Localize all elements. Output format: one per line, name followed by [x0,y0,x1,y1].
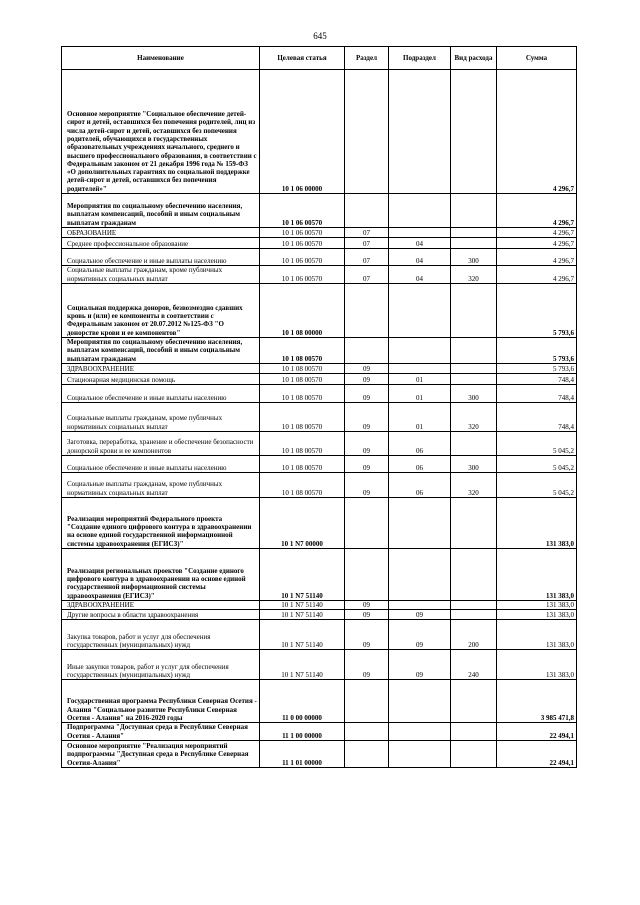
target-article: 10 1 08 00570 [260,403,345,432]
amount: 131 383,0 [497,549,577,601]
target-article: 10 1 08 00570 [260,385,345,403]
row-name: Закупка товаров, работ и услуг для обеспечения государственных (муниципальных) нужд [62,620,260,650]
expense-type [451,498,497,549]
expense-type: 300 [451,249,497,266]
target-article: 10 1 N7 00000 [260,498,345,549]
subsection-code: 04 [389,266,451,284]
target-article: 10 1 06 00570 [260,249,345,266]
expense-type: 200 [451,620,497,650]
amount: 22 494,1 [497,723,577,741]
section-code: 09 [345,620,389,650]
section-code [345,549,389,601]
amount: 5 045,2 [497,432,577,456]
row-name: Мероприятия по социальному обеспечению населения, выплатам компенсаций, пособий и иным социальным выплатам гражданам [62,338,260,364]
amount: 131 383,0 [497,650,577,680]
amount: 4 296,7 [497,266,577,284]
subsection-code: 01 [389,385,451,403]
subsection-code [389,284,451,338]
amount: 748,4 [497,403,577,432]
target-article: 10 1 06 00570 [260,266,345,284]
amount: 131 383,0 [497,610,577,620]
target-article: 10 1 06 00570 [260,228,345,238]
expense-type [451,70,497,194]
section-code [345,70,389,194]
expense-type [451,364,497,374]
subsection-code [389,680,451,723]
subsection-code: 06 [389,473,451,498]
row-name: ЗДРАВООХРАНЕНИЕ [62,364,260,374]
table-row [62,680,577,723]
target-article: 10 1 N7 51140 [260,620,345,650]
target-article: 10 1 N7 51140 [260,601,345,610]
table-row [62,374,577,385]
section-code: 09 [345,473,389,498]
target-article: 10 1 08 00570 [260,338,345,364]
section-code: 09 [345,456,389,473]
amount: 4 296,7 [497,228,577,238]
section-code: 09 [345,364,389,374]
budget-table [61,46,577,768]
target-article: 10 1 N7 51140 [260,549,345,601]
table-row [62,249,577,266]
subsection-code [389,338,451,364]
col-header-subsection: Подраздел [389,47,451,70]
expense-type [451,284,497,338]
section-code: 09 [345,432,389,456]
amount: 4 296,7 [497,70,577,194]
section-code [345,284,389,338]
expense-type [451,610,497,620]
amount: 5 793,6 [497,284,577,338]
subsection-code: 04 [389,238,451,249]
table-row [62,70,577,194]
subsection-code [389,498,451,549]
subsection-code [389,194,451,228]
col-header-target: Целевая статья [260,47,345,70]
row-name: Реализация региональных проектов "Создание единого цифрового контура в здравоохранении на основе единой государственной информационной системы здравоохранения (ЕГИСЗ)" [62,549,260,601]
amount: 131 383,0 [497,620,577,650]
subsection-code [389,723,451,741]
target-article: 10 1 06 00570 [260,194,345,228]
table-row [62,403,577,432]
table-row [62,620,577,650]
table-row [62,338,577,364]
subsection-code [389,601,451,610]
amount: 22 494,1 [497,740,577,767]
table-row [62,601,577,610]
expense-type [451,723,497,741]
row-name: ЗДРАВООХРАНЕНИЕ [62,601,260,610]
subsection-code [389,364,451,374]
subsection-code: 09 [389,650,451,680]
table-row [62,723,577,741]
subsection-code [389,228,451,238]
table-header-row [62,47,577,70]
expense-type: 300 [451,456,497,473]
expense-type: 320 [451,473,497,498]
table-row [62,650,577,680]
col-header-amount: Сумма [497,47,577,70]
row-name: Социальное обеспечение и иные выплаты населению [62,249,260,266]
target-article: 10 1 08 00570 [260,432,345,456]
section-code [345,498,389,549]
section-code [345,338,389,364]
amount: 5 793,6 [497,338,577,364]
row-name: Другие вопросы в области здравоохранения [62,610,260,620]
expense-type [451,338,497,364]
table-row [62,432,577,456]
target-article: 10 1 08 00000 [260,284,345,338]
table-row [62,549,577,601]
section-code [345,723,389,741]
amount: 4 296,7 [497,194,577,228]
subsection-code: 06 [389,456,451,473]
amount: 748,4 [497,385,577,403]
subsection-code: 06 [389,432,451,456]
section-code [345,680,389,723]
subsection-code: 01 [389,403,451,432]
amount: 748,4 [497,374,577,385]
target-article: 11 1 01 00000 [260,740,345,767]
section-code [345,740,389,767]
subsection-code [389,740,451,767]
table-row [62,266,577,284]
amount: 4 296,7 [497,249,577,266]
expense-type: 320 [451,266,497,284]
subsection-code: 04 [389,249,451,266]
subsection-code: 09 [389,620,451,650]
table-row [62,284,577,338]
row-name: Социальное обеспечение и иные выплаты населению [62,456,260,473]
table-row [62,228,577,238]
row-name: Заготовка, переработка, хранение и обеспечение безопасности донорской крови и ее компонентов [62,432,260,456]
table-row [62,385,577,403]
expense-type [451,228,497,238]
section-code: 09 [345,385,389,403]
row-name: Подпрограмма "Доступная среда в Республике Северная Осетия - Алания" [62,723,260,741]
section-code: 07 [345,238,389,249]
amount: 4 296,7 [497,238,577,249]
col-header-expense-type: Вид расхода [451,47,497,70]
row-name: Среднее профессиональное образование [62,238,260,249]
table-row [62,473,577,498]
row-name: Государственная программа Республики Северная Осетия - Алания "Социальное развитие Республики Северная Осетия - Алания" на 2016-2020 годы [62,680,260,723]
subsection-code: 01 [389,374,451,385]
target-article: 10 1 08 00570 [260,374,345,385]
section-code: 07 [345,228,389,238]
row-name: Стационарная медицинская помощь [62,374,260,385]
section-code: 09 [345,601,389,610]
row-name: Социальная поддержка доноров, безвозмездно сдавших кровь и (или) ее компоненты в соответствии с Федеральным законом от 20.07.2012 №125-ФЗ "О донорстве крови и ее компонентов" [62,284,260,338]
section-code: 09 [345,374,389,385]
target-article: 10 1 N7 51140 [260,650,345,680]
section-code [345,194,389,228]
expense-type [451,549,497,601]
col-header-name: Наименование [62,47,260,70]
expense-type [451,374,497,385]
target-article: 10 1 N7 51140 [260,610,345,620]
amount: 131 383,0 [497,498,577,549]
page-number: 645 [313,31,327,41]
section-code: 07 [345,249,389,266]
row-name: ОБРАЗОВАНИЕ [62,228,260,238]
section-code: 09 [345,650,389,680]
expense-type [451,238,497,249]
table-row [62,194,577,228]
table-row [62,610,577,620]
row-name: Социальные выплаты гражданам, кроме публичных нормативных социальных выплат [62,473,260,498]
target-article: 10 1 08 00570 [260,473,345,498]
row-name: Иные закупки товаров, работ и услуг для обеспечения государственных (муниципальных) нужд [62,650,260,680]
table-row [62,364,577,374]
col-header-section: Раздел [345,47,389,70]
amount: 131 383,0 [497,601,577,610]
row-name: Социальное обеспечение и иные выплаты населению [62,385,260,403]
amount: 5 045,2 [497,473,577,498]
target-article: 11 0 00 00000 [260,680,345,723]
target-article: 11 1 00 00000 [260,723,345,741]
row-name: Основное мероприятие "Реализация мероприятий подпрограммы "Доступная среда в Республике Северная Осетия-Алания" [62,740,260,767]
amount: 5 045,2 [497,456,577,473]
expense-type [451,680,497,723]
subsection-code: 09 [389,610,451,620]
table-row [62,238,577,249]
section-code: 09 [345,610,389,620]
row-name: Социальные выплаты гражданам, кроме публичных нормативных социальных выплат [62,403,260,432]
expense-type [451,740,497,767]
expense-type: 300 [451,385,497,403]
expense-type [451,601,497,610]
amount: 3 985 471,8 [497,680,577,723]
table-row [62,456,577,473]
row-name: Социальные выплаты гражданам, кроме публичных нормативных социальных выплат [62,266,260,284]
target-article: 10 1 08 00570 [260,456,345,473]
target-article: 10 1 06 00570 [260,238,345,249]
target-article: 10 1 06 00000 [260,70,345,194]
section-code: 07 [345,266,389,284]
row-name: Мероприятия по социальному обеспечению населения, выплатам компенсаций, пособий и иным социальным выплатам гражданам [62,194,260,228]
target-article: 10 1 08 00570 [260,364,345,374]
table-body [62,70,577,768]
amount: 5 793,6 [497,364,577,374]
table-row [62,498,577,549]
table-row [62,740,577,767]
subsection-code [389,70,451,194]
expense-type [451,432,497,456]
section-code: 09 [345,403,389,432]
subsection-code [389,549,451,601]
row-name: Основное мероприятие "Социальное обеспечение детей-сирот и детей, оставшихся без попечения родителей, лиц из числа детей-сирот и детей, оставшихся без попечения родителей, обучающихся в государственных образовательных учреждениях начального, среднего и высшего профессионального образования, в соответствии с Федеральным законом от 21 декабря 1996 года № 159-ФЗ «О дополнительных гарантиях по социальной поддержке детей-сирот и детей, оставшихся без попечения родителей»" [62,70,260,194]
expense-type: 320 [451,403,497,432]
expense-type [451,194,497,228]
expense-type: 240 [451,650,497,680]
row-name: Реализация мероприятий Федерального проекта "Создание единого цифрового контура в здравоохранении на основе единой государственной информационной системы здравоохранения (ЕГИСЗ)" [62,498,260,549]
